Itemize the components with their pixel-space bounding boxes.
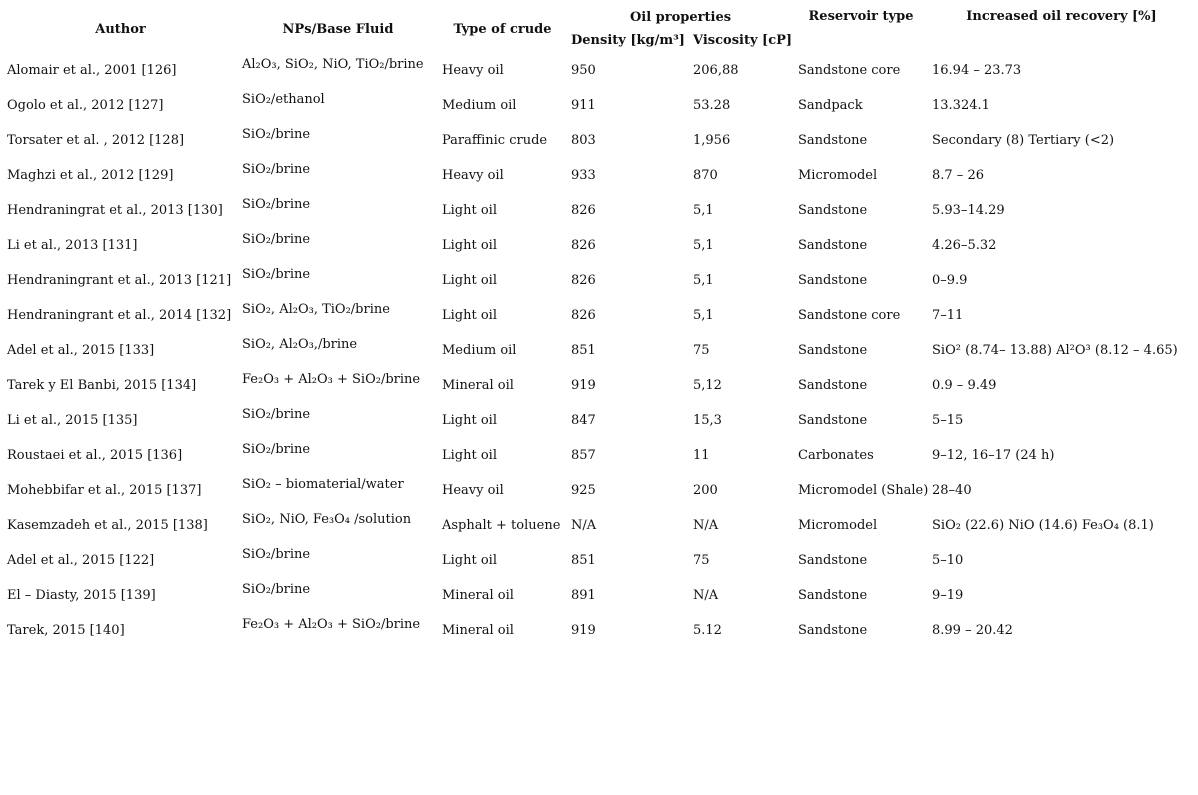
cell-viscosity: 200 bbox=[693, 483, 718, 498]
cell-increased-oil-recovery: SiO² (8.74– 13.88) Al²O³ (8.12 – 4.65) bbox=[932, 343, 1178, 358]
header-viscosity: Viscosity [cP] bbox=[693, 33, 793, 48]
cell-density: N/A bbox=[571, 518, 597, 533]
header-nps-base-fluid: NPs/Base Fluid bbox=[282, 22, 394, 37]
cell-increased-oil-recovery: 8.99 – 20.42 bbox=[932, 623, 1013, 638]
cell-viscosity: 1,956 bbox=[693, 133, 731, 148]
cell-author: Tarek, 2015 [140] bbox=[7, 623, 125, 638]
cell-nps-base-fluid: Al₂O₃, SiO₂, NiO, TiO₂/brine bbox=[242, 57, 424, 72]
cell-type-of-crude: Medium oil bbox=[442, 98, 517, 113]
cell-increased-oil-recovery: 28–40 bbox=[932, 483, 972, 498]
nanoparticle-eor-table bbox=[3, 6, 1195, 648]
table-row bbox=[3, 263, 1195, 298]
table-row bbox=[3, 403, 1195, 438]
cell-density: 925 bbox=[571, 483, 596, 498]
cell-increased-oil-recovery: 9–12, 16–17 (24 h) bbox=[932, 448, 1055, 463]
cell-increased-oil-recovery: 16.94 – 23.73 bbox=[932, 63, 1022, 78]
cell-nps-base-fluid: SiO₂/brine bbox=[242, 162, 311, 177]
cell-viscosity: 53.28 bbox=[693, 98, 731, 113]
cell-nps-base-fluid: SiO₂, Al₂O₃,/brine bbox=[242, 337, 358, 352]
cell-author: Adel et al., 2015 [122] bbox=[7, 553, 155, 568]
cell-density: 919 bbox=[571, 378, 596, 393]
cell-nps-base-fluid: SiO₂/brine bbox=[242, 197, 311, 212]
table-row bbox=[3, 543, 1195, 578]
cell-type-of-crude: Mineral oil bbox=[442, 378, 514, 393]
cell-type-of-crude: Light oil bbox=[442, 448, 497, 463]
cell-author: Alomair et al., 2001 [126] bbox=[7, 63, 177, 78]
cell-increased-oil-recovery: 8.7 – 26 bbox=[932, 168, 984, 183]
table-row bbox=[3, 228, 1195, 263]
table-header bbox=[3, 6, 1195, 53]
cell-reservoir-type: Sandpack bbox=[798, 98, 863, 113]
cell-density: 826 bbox=[571, 203, 596, 218]
cell-viscosity: 5,12 bbox=[693, 378, 722, 393]
table-body bbox=[3, 53, 1195, 648]
table-row bbox=[3, 298, 1195, 333]
cell-increased-oil-recovery: 0.9 – 9.49 bbox=[932, 378, 997, 393]
cell-author: Maghzi et al., 2012 [129] bbox=[7, 168, 174, 183]
cell-type-of-crude: Light oil bbox=[442, 553, 497, 568]
table-row bbox=[3, 123, 1195, 158]
cell-viscosity: 75 bbox=[693, 553, 710, 568]
cell-viscosity: 75 bbox=[693, 343, 710, 358]
cell-density: 826 bbox=[571, 238, 596, 253]
cell-type-of-crude: Medium oil bbox=[442, 343, 517, 358]
cell-nps-base-fluid: SiO₂/brine bbox=[242, 267, 311, 282]
table-row bbox=[3, 578, 1195, 613]
cell-reservoir-type: Sandstone bbox=[798, 623, 868, 638]
cell-density: 851 bbox=[571, 343, 596, 358]
cell-increased-oil-recovery: 5–10 bbox=[932, 553, 964, 568]
cell-viscosity: N/A bbox=[693, 588, 719, 603]
cell-density: 919 bbox=[571, 623, 596, 638]
cell-author: Hendraningrant et al., 2013 [121] bbox=[7, 273, 232, 288]
table-row bbox=[3, 193, 1195, 228]
cell-nps-base-fluid: SiO₂/brine bbox=[242, 547, 311, 562]
cell-viscosity: 11 bbox=[693, 448, 710, 463]
cell-author: Hendraningrat et al., 2013 [130] bbox=[7, 203, 223, 218]
cell-density: 826 bbox=[571, 308, 596, 323]
cell-type-of-crude: Light oil bbox=[442, 308, 497, 323]
cell-density: 933 bbox=[571, 168, 596, 183]
cell-type-of-crude: Heavy oil bbox=[442, 483, 504, 498]
table-row bbox=[3, 368, 1195, 403]
cell-increased-oil-recovery: 7–11 bbox=[932, 308, 964, 323]
cell-density: 847 bbox=[571, 413, 596, 428]
cell-author: Roustaei et al., 2015 [136] bbox=[7, 448, 183, 463]
cell-reservoir-type: Sandstone bbox=[798, 273, 868, 288]
cell-viscosity: 870 bbox=[693, 168, 718, 183]
cell-viscosity: 206,88 bbox=[693, 63, 739, 78]
cell-author: Adel et al., 2015 [133] bbox=[7, 343, 155, 358]
cell-nps-base-fluid: SiO₂/ethanol bbox=[242, 92, 325, 107]
cell-density: 911 bbox=[571, 98, 596, 113]
cell-author: Mohebbifar et al., 2015 [137] bbox=[7, 483, 202, 498]
cell-increased-oil-recovery: 4.26–5.32 bbox=[932, 238, 997, 253]
table-row bbox=[3, 438, 1195, 473]
cell-type-of-crude: Mineral oil bbox=[442, 588, 514, 603]
cell-type-of-crude: Asphalt + toluene bbox=[442, 518, 561, 533]
cell-viscosity: 5,1 bbox=[693, 308, 714, 323]
cell-author: Torsater et al. , 2012 [128] bbox=[7, 133, 185, 148]
table-row bbox=[3, 473, 1195, 508]
cell-author: Kasemzadeh et al., 2015 [138] bbox=[7, 518, 208, 533]
cell-reservoir-type: Micromodel (Shale) bbox=[798, 483, 929, 498]
header-reservoir-type: Reservoir type bbox=[808, 9, 914, 24]
cell-reservoir-type: Sandstone bbox=[798, 553, 868, 568]
table-row bbox=[3, 158, 1195, 193]
header-increased-oil-recovery: Increased oil recovery [%] bbox=[966, 9, 1157, 24]
cell-increased-oil-recovery: SiO₂ (22.6) NiO (14.6) Fe₃O₄ (8.1) bbox=[932, 518, 1154, 533]
cell-density: 803 bbox=[571, 133, 596, 148]
cell-increased-oil-recovery: 9–19 bbox=[932, 588, 964, 603]
table-row bbox=[3, 88, 1195, 123]
cell-reservoir-type: Sandstone bbox=[798, 133, 868, 148]
cell-nps-base-fluid: SiO₂/brine bbox=[242, 232, 311, 247]
header-oil-properties: Oil properties bbox=[629, 9, 732, 25]
table-row bbox=[3, 333, 1195, 368]
cell-type-of-crude: Mineral oil bbox=[442, 623, 514, 638]
header-type-of-crude: Type of crude bbox=[453, 22, 552, 37]
cell-type-of-crude: Light oil bbox=[442, 413, 497, 428]
cell-nps-base-fluid: SiO₂ – biomaterial/water bbox=[242, 477, 404, 492]
cell-viscosity: N/A bbox=[693, 518, 719, 533]
cell-reservoir-type: Sandstone bbox=[798, 238, 868, 253]
cell-reservoir-type: Sandstone bbox=[798, 203, 868, 218]
table-row bbox=[3, 53, 1195, 88]
cell-nps-base-fluid: SiO₂/brine bbox=[242, 407, 311, 422]
cell-reservoir-type: Carbonates bbox=[798, 448, 874, 463]
cell-nps-base-fluid: Fe₂O₃ + Al₂O₃ + SiO₂/brine bbox=[242, 372, 421, 387]
cell-author: Li et al., 2013 [131] bbox=[7, 238, 138, 253]
cell-author: Hendraningrant et al., 2014 [132] bbox=[7, 308, 232, 323]
cell-type-of-crude: Light oil bbox=[442, 238, 497, 253]
header-density: Density [kg/m³] bbox=[571, 33, 685, 48]
cell-viscosity: 15,3 bbox=[693, 413, 722, 428]
cell-reservoir-type: Sandstone bbox=[798, 588, 868, 603]
cell-increased-oil-recovery: 5–15 bbox=[932, 413, 964, 428]
cell-type-of-crude: Light oil bbox=[442, 273, 497, 288]
cell-type-of-crude: Paraffinic crude bbox=[442, 133, 548, 148]
cell-increased-oil-recovery: Secondary (8) Tertiary (<2) bbox=[932, 133, 1115, 148]
cell-density: 891 bbox=[571, 588, 596, 603]
cell-nps-base-fluid: SiO₂/brine bbox=[242, 442, 311, 457]
cell-nps-base-fluid: Fe₂O₃ + Al₂O₃ + SiO₂/brine bbox=[242, 617, 421, 632]
cell-viscosity: 5.12 bbox=[693, 623, 722, 638]
cell-density: 826 bbox=[571, 273, 596, 288]
cell-viscosity: 5,1 bbox=[693, 203, 714, 218]
cell-nps-base-fluid: SiO₂/brine bbox=[242, 582, 311, 597]
header-author: Author bbox=[95, 22, 146, 37]
cell-density: 950 bbox=[571, 63, 596, 78]
cell-increased-oil-recovery: 5.93–14.29 bbox=[932, 203, 1005, 218]
cell-viscosity: 5,1 bbox=[693, 273, 714, 288]
cell-density: 857 bbox=[571, 448, 596, 463]
cell-author: Ogolo et al., 2012 [127] bbox=[7, 98, 164, 113]
cell-reservoir-type: Sandstone bbox=[798, 413, 868, 428]
cell-reservoir-type: Sandstone bbox=[798, 343, 868, 358]
cell-reservoir-type: Sandstone core bbox=[798, 308, 901, 323]
cell-type-of-crude: Heavy oil bbox=[442, 63, 504, 78]
cell-viscosity: 5,1 bbox=[693, 238, 714, 253]
cell-reservoir-type: Micromodel bbox=[798, 518, 878, 533]
cell-author: Tarek y El Banbi, 2015 [134] bbox=[7, 378, 197, 393]
cell-nps-base-fluid: SiO₂, Al₂O₃, TiO₂/brine bbox=[242, 302, 390, 317]
cell-increased-oil-recovery: 0–9.9 bbox=[932, 273, 968, 288]
table-row bbox=[3, 613, 1195, 648]
cell-type-of-crude: Heavy oil bbox=[442, 168, 504, 183]
cell-author: Li et al., 2015 [135] bbox=[7, 413, 138, 428]
cell-type-of-crude: Light oil bbox=[442, 203, 497, 218]
cell-nps-base-fluid: SiO₂/brine bbox=[242, 127, 311, 142]
cell-nps-base-fluid: SiO₂, NiO, Fe₃O₄ /solution bbox=[242, 512, 412, 527]
table-row bbox=[3, 508, 1195, 543]
cell-reservoir-type: Sandstone bbox=[798, 378, 868, 393]
cell-author: El – Diasty, 2015 [139] bbox=[7, 588, 156, 603]
cell-reservoir-type: Sandstone core bbox=[798, 63, 901, 78]
cell-density: 851 bbox=[571, 553, 596, 568]
cell-reservoir-type: Micromodel bbox=[798, 168, 878, 183]
cell-increased-oil-recovery: 13.324.1 bbox=[932, 98, 990, 113]
